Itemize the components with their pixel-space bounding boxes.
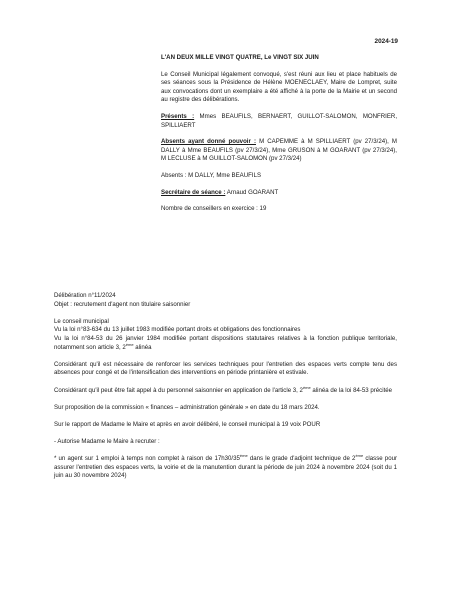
agent-text-a: * un agent sur 1 emploi à temps non complet à raison de 17h30/35 [54, 455, 240, 463]
agent-text-c: classe pour assurer l'entretien des espaces verts, la voirie et de la manutention durant la période de juin 2024 à novembre 2024 (soit du 1 juin au 30 novembre 2024) [54, 455, 398, 480]
considerant-saisonnier [54, 384, 397, 396]
conseil-line: Le conseil municipal [54, 317, 109, 325]
objet-line: Objet : recrutement d'agent non titulaire saisonnier [54, 300, 191, 308]
absents-pouvoir-paragraph [161, 138, 397, 164]
considerant-saisonnier-sup: ème [302, 384, 311, 390]
vu-loi-84-53 [54, 335, 397, 352]
convocation-paragraph: Le Conseil Municipal légalement convoqué, s'est réuni aux lieu et place habituels de ses séances sous la Présidence de Hélène MOENECLAEY, Maire de Lompret, suite aux convocations dont un exemplaire a été affiché à la porte de la Mairie et un second au registre des délibérations. [161, 70, 397, 104]
rapport-vote: Sur le rapport de Madame le Maire et après en avoir délibéré, le conseil municipal à 19 voix POUR [54, 420, 321, 428]
reference-number: 2024-19 [374, 38, 398, 45]
conseillers-line: Nombre de conseillers en exercice : 19 [161, 205, 267, 213]
agent-sup-2: ème [355, 453, 364, 459]
deliberation-body [54, 292, 397, 490]
absents-line: Absents : M DALLY, Mme BEAUFILS [161, 171, 262, 179]
autorise-line: - Autorise Madame le Maire à recruter : [54, 438, 160, 446]
agent-text-b: dans le grade d'adjoint technique de 2 [247, 455, 356, 463]
absents-pouvoir-label: Absents ayant donné pouvoir : [161, 138, 256, 146]
considerant-renfort: Considérant qu'il est nécessaire de renforcer les services techniques pour l'entretien des espaces verts compte tenu des absences pour congé et de l'intensification des interventions en période printanière et estivale. [54, 360, 397, 377]
proposition-commission: Sur proposition de la commission « finances – administration générale » en date du 18 mars 2024. [54, 403, 320, 411]
presents-names: Mmes BEAUFILS, BERNAERT, GUILLOT-SALOMON, MONFRIER, SPILLIAERT [161, 112, 398, 129]
presents-paragraph [161, 113, 397, 130]
secretaire-name: Arnaud GOARANT [226, 188, 279, 196]
vu-loi-84-53-text: Vu la loi n°84-53 du 26 janvier 1984 modifiée portant dispositions statutaires relatives à la fonction publique territoriale, notamment son article 3, 2 [54, 334, 397, 351]
vu-loi-84-53-sup: ème [125, 341, 134, 347]
deliberation-number: Délibération n°11/2024 [54, 292, 116, 299]
absents-pouvoir-text: M CAPEMME à M SPILLIAERT (pv 27/3/24), M DALLY à Mme BEAUFILS (pv 27/3/24), Mme GRUSON à M GOARANT (pv 27/3/24), M LECLUSE à M GUILLOT-SALOMON (pv 27/3/24) [161, 138, 397, 163]
secretaire-label: Secrétaire de séance : [161, 188, 226, 196]
session-header [161, 54, 397, 222]
secretaire-paragraph [161, 189, 397, 198]
agent-recrutement [54, 455, 397, 481]
presents-label: Présents : [161, 112, 195, 120]
considerant-saisonnier-text: Considérant qu'il peut être fait appel à du personnel saisonnier en application de l'article 3, 2 [54, 386, 303, 394]
session-date-line: L'AN DEUX MILLE VINGT QUATRE, Le VINGT SIX JUIN [161, 54, 319, 61]
considerant-saisonnier-end: alinéa de la loi 84-53 précitée [310, 386, 393, 394]
agent-sup-1: ème [239, 453, 248, 459]
vu-loi-83-634: Vu la loi n°83-634 du 13 juillet 1983 modifiée portant droits et obligations des fonctionnaires [54, 326, 301, 334]
vu-loi-84-53-end: alinéa [133, 343, 152, 351]
